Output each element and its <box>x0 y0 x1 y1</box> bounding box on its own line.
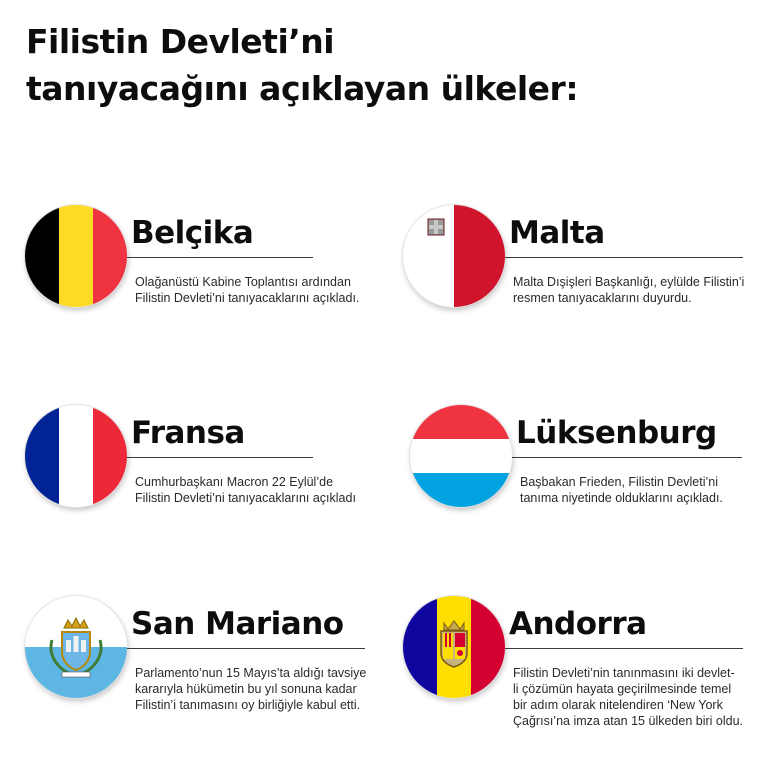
page-title <box>26 18 578 112</box>
title-line-1: Filistin Devleti’ni <box>26 22 335 61</box>
france-flag-icon <box>25 405 127 507</box>
country-name: Malta <box>509 215 605 251</box>
country-name: San Mariano <box>131 606 344 642</box>
country-card-luxembourg <box>410 405 768 545</box>
title-line-2: tanıyacağını açıklayan ülkeler: <box>26 69 579 108</box>
divider <box>512 457 742 458</box>
country-card-san-marino <box>25 596 385 736</box>
divider <box>127 648 365 649</box>
country-card-belgium <box>25 205 385 345</box>
andorra-flag-icon <box>403 596 505 698</box>
country-name: Andorra <box>509 606 647 642</box>
divider <box>505 648 743 649</box>
country-card-malta <box>403 205 763 345</box>
country-description: Filistin Devleti’nin tanınmasını iki devlet- li çözümün hayata geçirilmesinde temel bir adım olarak nitelendiren ‘New York Çağrısı’na imza atan 15 ülkeden biri oldu. <box>513 666 743 728</box>
divider <box>505 257 743 258</box>
country-name: Belçika <box>131 215 254 251</box>
country-name: Lüksenburg <box>516 415 717 451</box>
country-card-andorra <box>403 596 763 736</box>
belgium-flag-icon <box>25 205 127 307</box>
country-name: Fransa <box>131 415 245 451</box>
malta-flag-icon <box>403 205 505 307</box>
country-description: Cumhurbaşkanı Macron 22 Eylül’de Filistin Devleti’ni tanıyacaklarını açıkladı <box>135 475 356 505</box>
country-description: Başbakan Frieden, Filistin Devleti’ni tanıma niyetinde olduklarını açıkladı. <box>520 475 723 505</box>
divider <box>127 457 313 458</box>
divider <box>127 257 313 258</box>
country-description: Olağanüstü Kabine Toplantısı ardından Filistin Devleti’ni tanıyacaklarını açıkladı. <box>135 275 360 305</box>
country-description: Malta Dışişleri Başkanlığı, eylülde Filistin’i resmen tanıyacaklarını duyurdu. <box>513 275 745 305</box>
san-marino-flag-icon <box>25 596 127 698</box>
country-description: Parlamento’nun 15 Mayıs’ta aldığı tavsiye kararıyla hükümetin bu yıl sonuna kadar Filistin’i tanımasını oy birliğiyle kabul etti. <box>135 666 367 712</box>
country-card-france <box>25 405 385 545</box>
luxembourg-flag-icon <box>410 405 512 507</box>
